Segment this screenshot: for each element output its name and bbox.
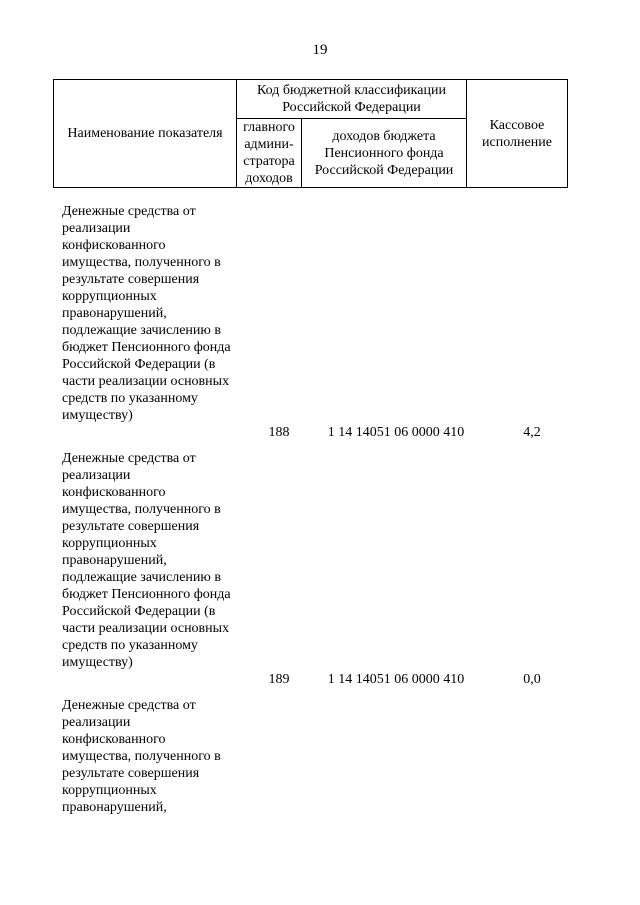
table-row xyxy=(62,450,640,687)
header-cash-col: Кассовое исполнение xyxy=(467,80,568,188)
header-name-col: Наименование показателя xyxy=(54,80,237,188)
header-income-col: доходов бюджета Пенсионного фонда Российской Федерации xyxy=(302,119,467,188)
row-name: Денежные средства от реализации конфискованного имущества, полученного в результате совершения коррупционных правонарушений, подлежащие зачислению в бюджет Пенсионного фонда Российской Федерации (в части реализации основных средств по указанному имуществу) xyxy=(62,451,231,670)
row-code: 1 14 14051 06 0000 410 xyxy=(327,672,465,687)
table-row xyxy=(62,697,640,816)
row-admin: 188 xyxy=(268,425,290,440)
row-amount: 4,2 xyxy=(523,425,541,440)
page-number: 19 xyxy=(312,42,328,58)
header-code-group: Код бюджетной классификации Российской Федерации xyxy=(237,80,467,119)
header-admin-col: главного админи-стратора доходов xyxy=(237,119,302,188)
row-name: Денежные средства от реализации конфискованного имущества, полученного в результате совершения коррупционных правонарушений, xyxy=(62,698,221,815)
row-code: 1 14 14051 06 0000 410 xyxy=(327,425,465,440)
table-row xyxy=(62,203,640,440)
row-name: Денежные средства от реализации конфискованного имущества, полученного в результате совершения коррупционных правонарушений, подлежащие зачислению в бюджет Пенсионного фонда Российской Федерации (в части реализации основных средств по указанному имуществу) xyxy=(62,204,231,423)
row-admin: 189 xyxy=(268,672,290,687)
row-amount: 0,0 xyxy=(523,672,541,687)
table-header xyxy=(53,79,568,188)
